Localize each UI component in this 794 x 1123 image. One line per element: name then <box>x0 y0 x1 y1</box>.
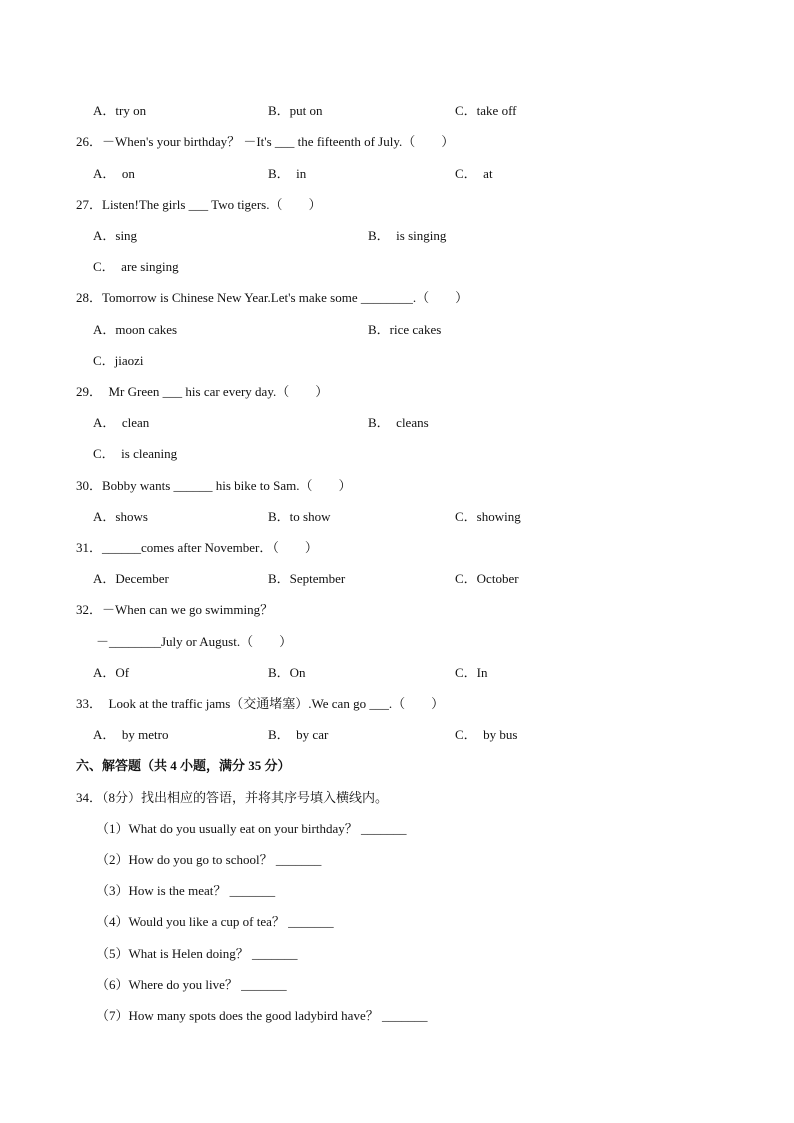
q29-option-c: C． is cleaning <box>93 446 178 461</box>
q34-item-3: （3）How is the meat？ _______ <box>96 883 276 898</box>
q33-stem: 33． Look at the traffic jams（交通堵塞）.We can go ___.（ ） <box>76 696 445 711</box>
q27-option-b: B． is singing <box>368 228 447 243</box>
q31-option-a: A．December <box>93 571 169 586</box>
q29-stem: 29． Mr Green ___ his car every day.（ ） <box>76 384 329 399</box>
q30-stem: 30．Bobby wants ______ his bike to Sam.（ ） <box>76 478 352 493</box>
q27-stem: 27．Listen!The girls ___ Two tigers.（ ） <box>76 197 322 212</box>
q32-option-b: B．On <box>268 665 306 680</box>
q25-option-a: A．try on <box>93 103 147 118</box>
q33-option-b: B． by car <box>268 727 329 742</box>
q26-option-a: A． on <box>93 166 135 181</box>
q34-item-2: （2）How do you go to school？ _______ <box>96 852 322 867</box>
q33-option-c: C． by bus <box>455 727 518 742</box>
q32-option-c: C．In <box>455 665 488 680</box>
q30-option-a: A．shows <box>93 509 148 524</box>
q34-item-1: （1）What do you usually eat on your birthday？ _______ <box>96 821 407 836</box>
q32-stem: 32．－When can we go swimming？ <box>76 602 274 617</box>
q28-stem: 28．Tomorrow is Chinese New Year.Let's make some ________.（ ） <box>76 290 469 305</box>
q34-stem: 34．（8分）找出相应的答语，并将其序号填入横线内。 <box>76 790 389 805</box>
q34-item-5: （5）What is Helen doing？ _______ <box>96 946 298 961</box>
q34-item-4: （4）Would you like a cup of tea？ _______ <box>96 914 334 929</box>
q26-option-b: B． in <box>268 166 307 181</box>
q32-option-a: A．Of <box>93 665 130 680</box>
q34-item-6: （6）Where do you live？ _______ <box>96 977 287 992</box>
q30-option-c: C．showing <box>455 509 521 524</box>
q25-option-c: C．take off <box>455 103 517 118</box>
q33-option-a: A． by metro <box>93 727 169 742</box>
q30-option-b: B．to show <box>268 509 331 524</box>
q29-option-b: B． cleans <box>368 415 429 430</box>
q27-option-a: A．sing <box>93 228 138 243</box>
q34-item-7: （7）How many spots does the good ladybird have？ _______ <box>96 1008 428 1023</box>
q28-option-a: A．moon cakes <box>93 322 178 337</box>
q26-option-c: C． at <box>455 166 493 181</box>
q28-option-b: B．rice cakes <box>368 322 442 337</box>
q31-option-b: B．September <box>268 571 346 586</box>
q27-option-c: C． are singing <box>93 259 179 274</box>
q26-stem: 26．－When's your birthday？ －It's ___ the fifteenth of July.（ ） <box>76 134 455 149</box>
section-heading: 六、解答题（共 4 小题，满分 35 分） <box>76 758 291 773</box>
q29-option-a: A． clean <box>93 415 150 430</box>
q31-option-c: C．October <box>455 571 519 586</box>
q32-stem-continued: －________July or August.（ ） <box>96 634 293 649</box>
q31-stem: 31．______comes after November．（ ） <box>76 540 318 555</box>
q28-option-c: C．jiaozi <box>93 353 144 368</box>
q25-option-b: B．put on <box>268 103 323 118</box>
